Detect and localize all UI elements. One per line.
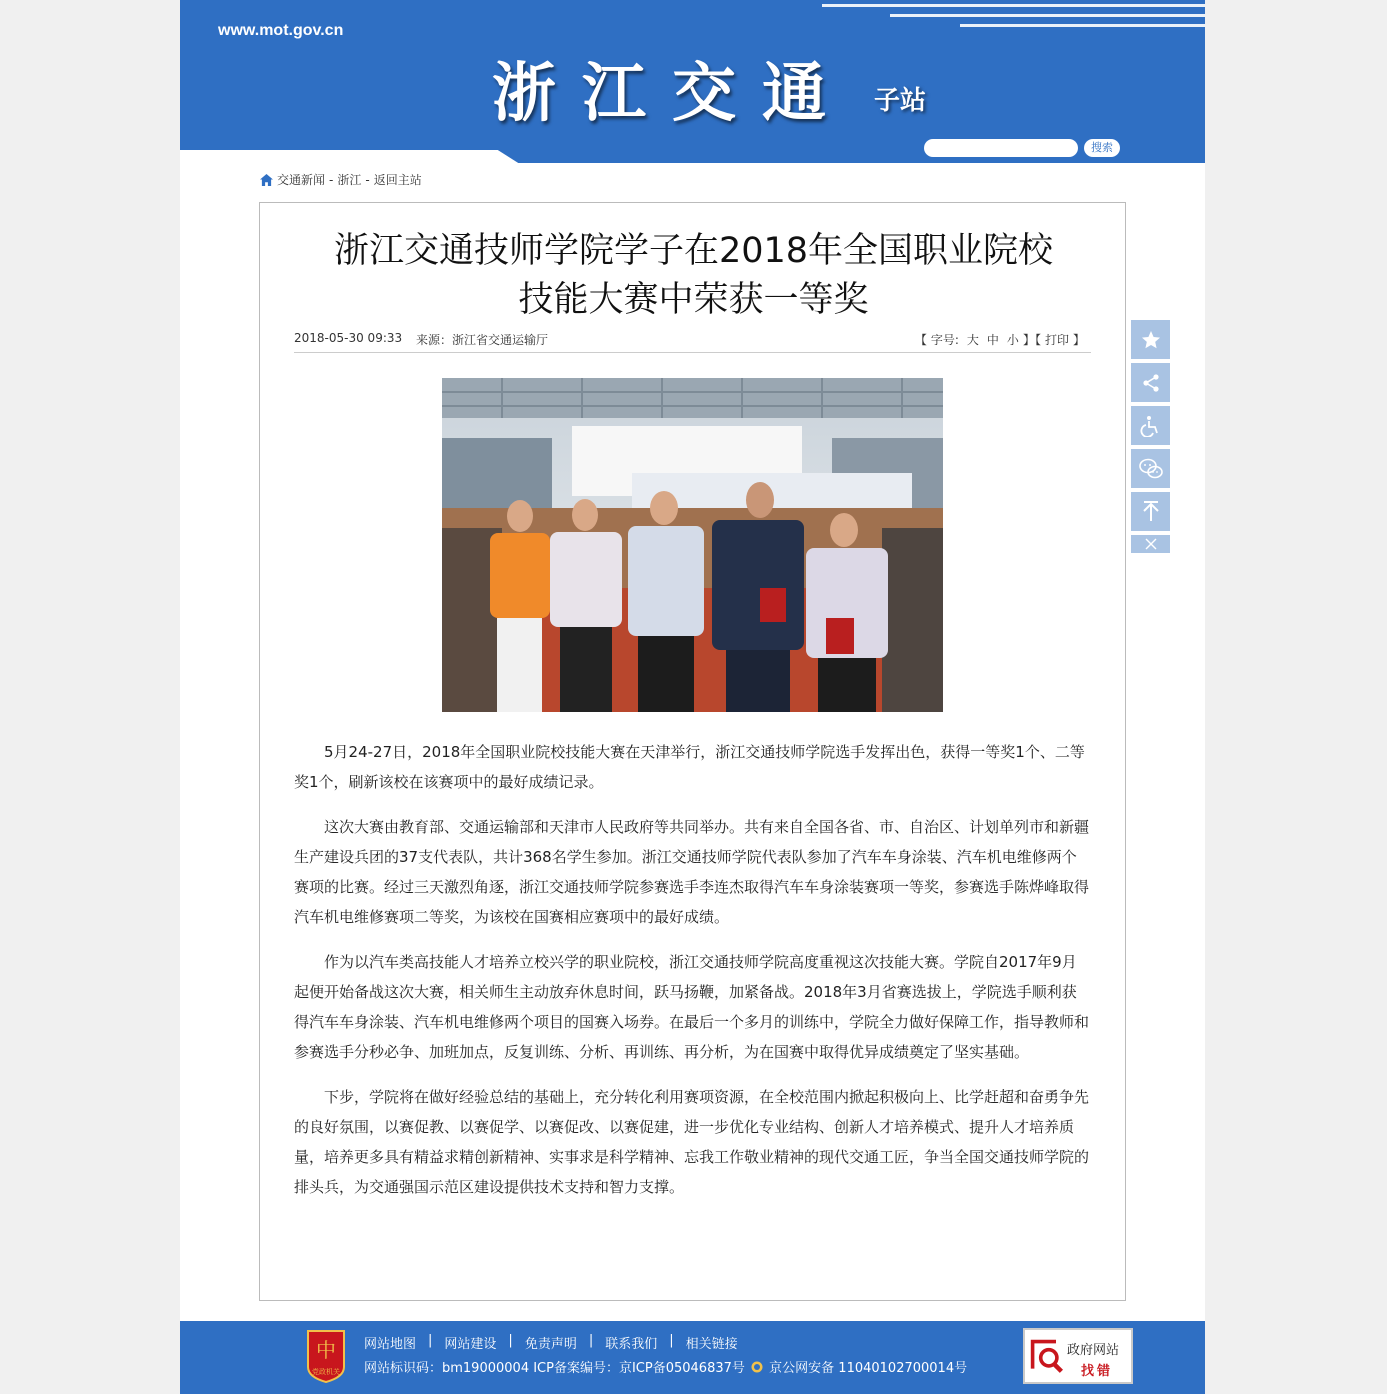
article-paragraph: 这次大赛由教育部、交通运输部和天津市人民政府等共同举办。共有来自全国各省、市、自治区、计划单列市和新疆生产建设兵团的37支代表队，共计368名学生参加。浙江交通技师学院代表队参加了汽车车身涂装、汽车机电维修两个赛项的比赛。经过三天激烈角逐，浙江交通技师学院参赛选手李连杰取得汽车车身涂装赛项一等奖，参赛选手陈烨峰取得汽车机电维修赛项二等奖，为该校在国赛相应赛项中的最好成绩。	[294, 818, 1090, 926]
page	[180, 0, 1205, 1394]
site-subtitle: 子站	[874, 86, 927, 116]
badge-label: 党政机关	[312, 1368, 340, 1376]
magnifier-icon	[1029, 1336, 1065, 1376]
article-source: 来源：浙江省交通运输厅	[416, 333, 549, 347]
breadcrumb-separator: -	[365, 172, 370, 187]
gov-error-report-button[interactable]	[1023, 1328, 1133, 1384]
star-icon	[1141, 330, 1161, 350]
article-content	[294, 737, 1091, 1217]
bracket-close: 】	[1022, 333, 1035, 347]
footer-link-contact[interactable]: 联系我们	[605, 1337, 658, 1352]
breadcrumb-item-home[interactable]: 返回主站	[373, 173, 422, 187]
svg-text:中: 中	[316, 1338, 336, 1362]
footer-separator: |	[669, 1333, 674, 1348]
footer-links	[364, 1333, 738, 1352]
article-paragraph: 5月24-27日，2018年全国职业院校技能大赛在天津举行，浙江交通技师学院选手发挥出色，获得一等奖1个、二等奖1个，刷新该校在该赛项中的最好成绩记录。	[294, 743, 1085, 791]
breadcrumb	[260, 171, 422, 188]
article-title-line-2: 技能大赛中荣获一等奖	[518, 280, 869, 320]
error-report-label: 政府网站	[1067, 1343, 1120, 1358]
article-paragraph: 下步，学院将在做好经验总结的基础上，充分转化利用赛项资源，在全校范围内掀起积极向上、比学赶超和奋勇争先的良好氛围，以赛促教、以赛促学、以赛促改、以赛促建，进一步优化专业结构、创新人才培养模式、提升人才培养质量，培养更多具有精益求精创新精神、实事求是科学精神、忘我工作敬业精神的现代交通工匠，争当全国交通技师学院的排头兵，为交通强国示范区建设提供技术支持和智力支撑。	[294, 1088, 1090, 1196]
header-decor-line	[822, 4, 1205, 7]
site-header	[180, 0, 1205, 163]
favorite-button[interactable]	[1131, 320, 1170, 359]
bracket-open: 【	[1034, 333, 1041, 347]
toolbar-close-button[interactable]	[1131, 535, 1170, 553]
error-report-action: 找错	[1081, 1364, 1114, 1379]
arrow-up-icon	[1141, 501, 1161, 523]
breadcrumb-item-news[interactable]: 交通新闻	[277, 173, 326, 187]
breadcrumb-separator: -	[329, 172, 334, 187]
site-title: 浙江交通	[492, 57, 852, 131]
article-paragraph: 作为以汽车类高技能人才培养立校兴学的职业院校，浙江交通技师学院高度重视这次技能大赛。学院自2017年9月起便开始备战这次大赛，相关师生主动放弃休息时间，跃马扬鞭，加紧备战。2018年3月省赛选拔上，学院选手顺利获得汽车车身涂装、汽车机电维修两个项目的国赛入场券。在最后一个多月的训练中，学院全力做好保障工作，指导教师和参赛选手分秒必争、加班加点，反复训练、分析、再训练、再分析，为在国赛中取得优异成绩奠定了坚实基础。	[294, 953, 1090, 1061]
article-title-line-1: 浙江交通技师学院学子在2018年全国职业院校	[333, 231, 1054, 271]
footer-link-sitemap[interactable]: 网站地图	[364, 1337, 417, 1352]
footer-link-disclaimer[interactable]: 免责声明	[524, 1337, 577, 1352]
article-date: 2018-05-30 09:33	[294, 331, 403, 345]
close-icon	[1145, 538, 1157, 550]
bracket-open: 【	[914, 333, 927, 347]
article-tools	[915, 331, 1085, 348]
footer-separator: |	[428, 1333, 433, 1348]
footer-icp: 网站标识码：bm19000004 ICP备案编号：京ICP备05046837号	[364, 1361, 745, 1376]
accessibility-icon	[1140, 415, 1162, 437]
police-badge-icon	[751, 1361, 763, 1373]
article-photo	[442, 378, 943, 712]
wechat-icon	[1139, 458, 1163, 480]
site-url[interactable]: www.mot.gov.cn	[218, 22, 344, 39]
accessibility-button[interactable]	[1131, 406, 1170, 445]
back-to-top-button[interactable]	[1131, 492, 1170, 531]
side-toolbar	[1131, 320, 1170, 553]
footer-separator: |	[508, 1333, 513, 1348]
article-meta	[294, 329, 1091, 353]
header-decor-line	[890, 14, 1205, 17]
home-icon[interactable]	[260, 174, 273, 186]
bracket-close: 】	[1072, 333, 1085, 347]
font-medium-button[interactable]: 中	[986, 333, 999, 347]
footer-police-record[interactable]: 京公网安备 11040102700014号	[769, 1361, 968, 1376]
font-size-label: 字号:	[930, 333, 959, 347]
share-button[interactable]	[1131, 363, 1170, 402]
wechat-button[interactable]	[1131, 449, 1170, 488]
article-title	[280, 227, 1107, 325]
article-box	[259, 202, 1126, 1301]
print-button[interactable]: 打印	[1044, 333, 1069, 347]
header-decor-line	[960, 24, 1205, 27]
party-government-badge-icon[interactable]	[304, 1329, 348, 1383]
footer-link-construction[interactable]: 网站建设	[444, 1337, 497, 1352]
footer-link-related[interactable]: 相关链接	[685, 1337, 738, 1352]
share-icon	[1141, 373, 1161, 393]
site-footer	[180, 1321, 1205, 1394]
font-small-button[interactable]: 小	[1006, 333, 1019, 347]
search-input[interactable]	[924, 139, 1078, 157]
footer-info	[364, 1357, 967, 1376]
search-button[interactable]: 搜索	[1084, 139, 1120, 157]
font-large-button[interactable]: 大	[966, 333, 979, 347]
breadcrumb-item-zhejiang[interactable]: 浙江	[337, 173, 362, 187]
footer-separator: |	[588, 1333, 594, 1348]
